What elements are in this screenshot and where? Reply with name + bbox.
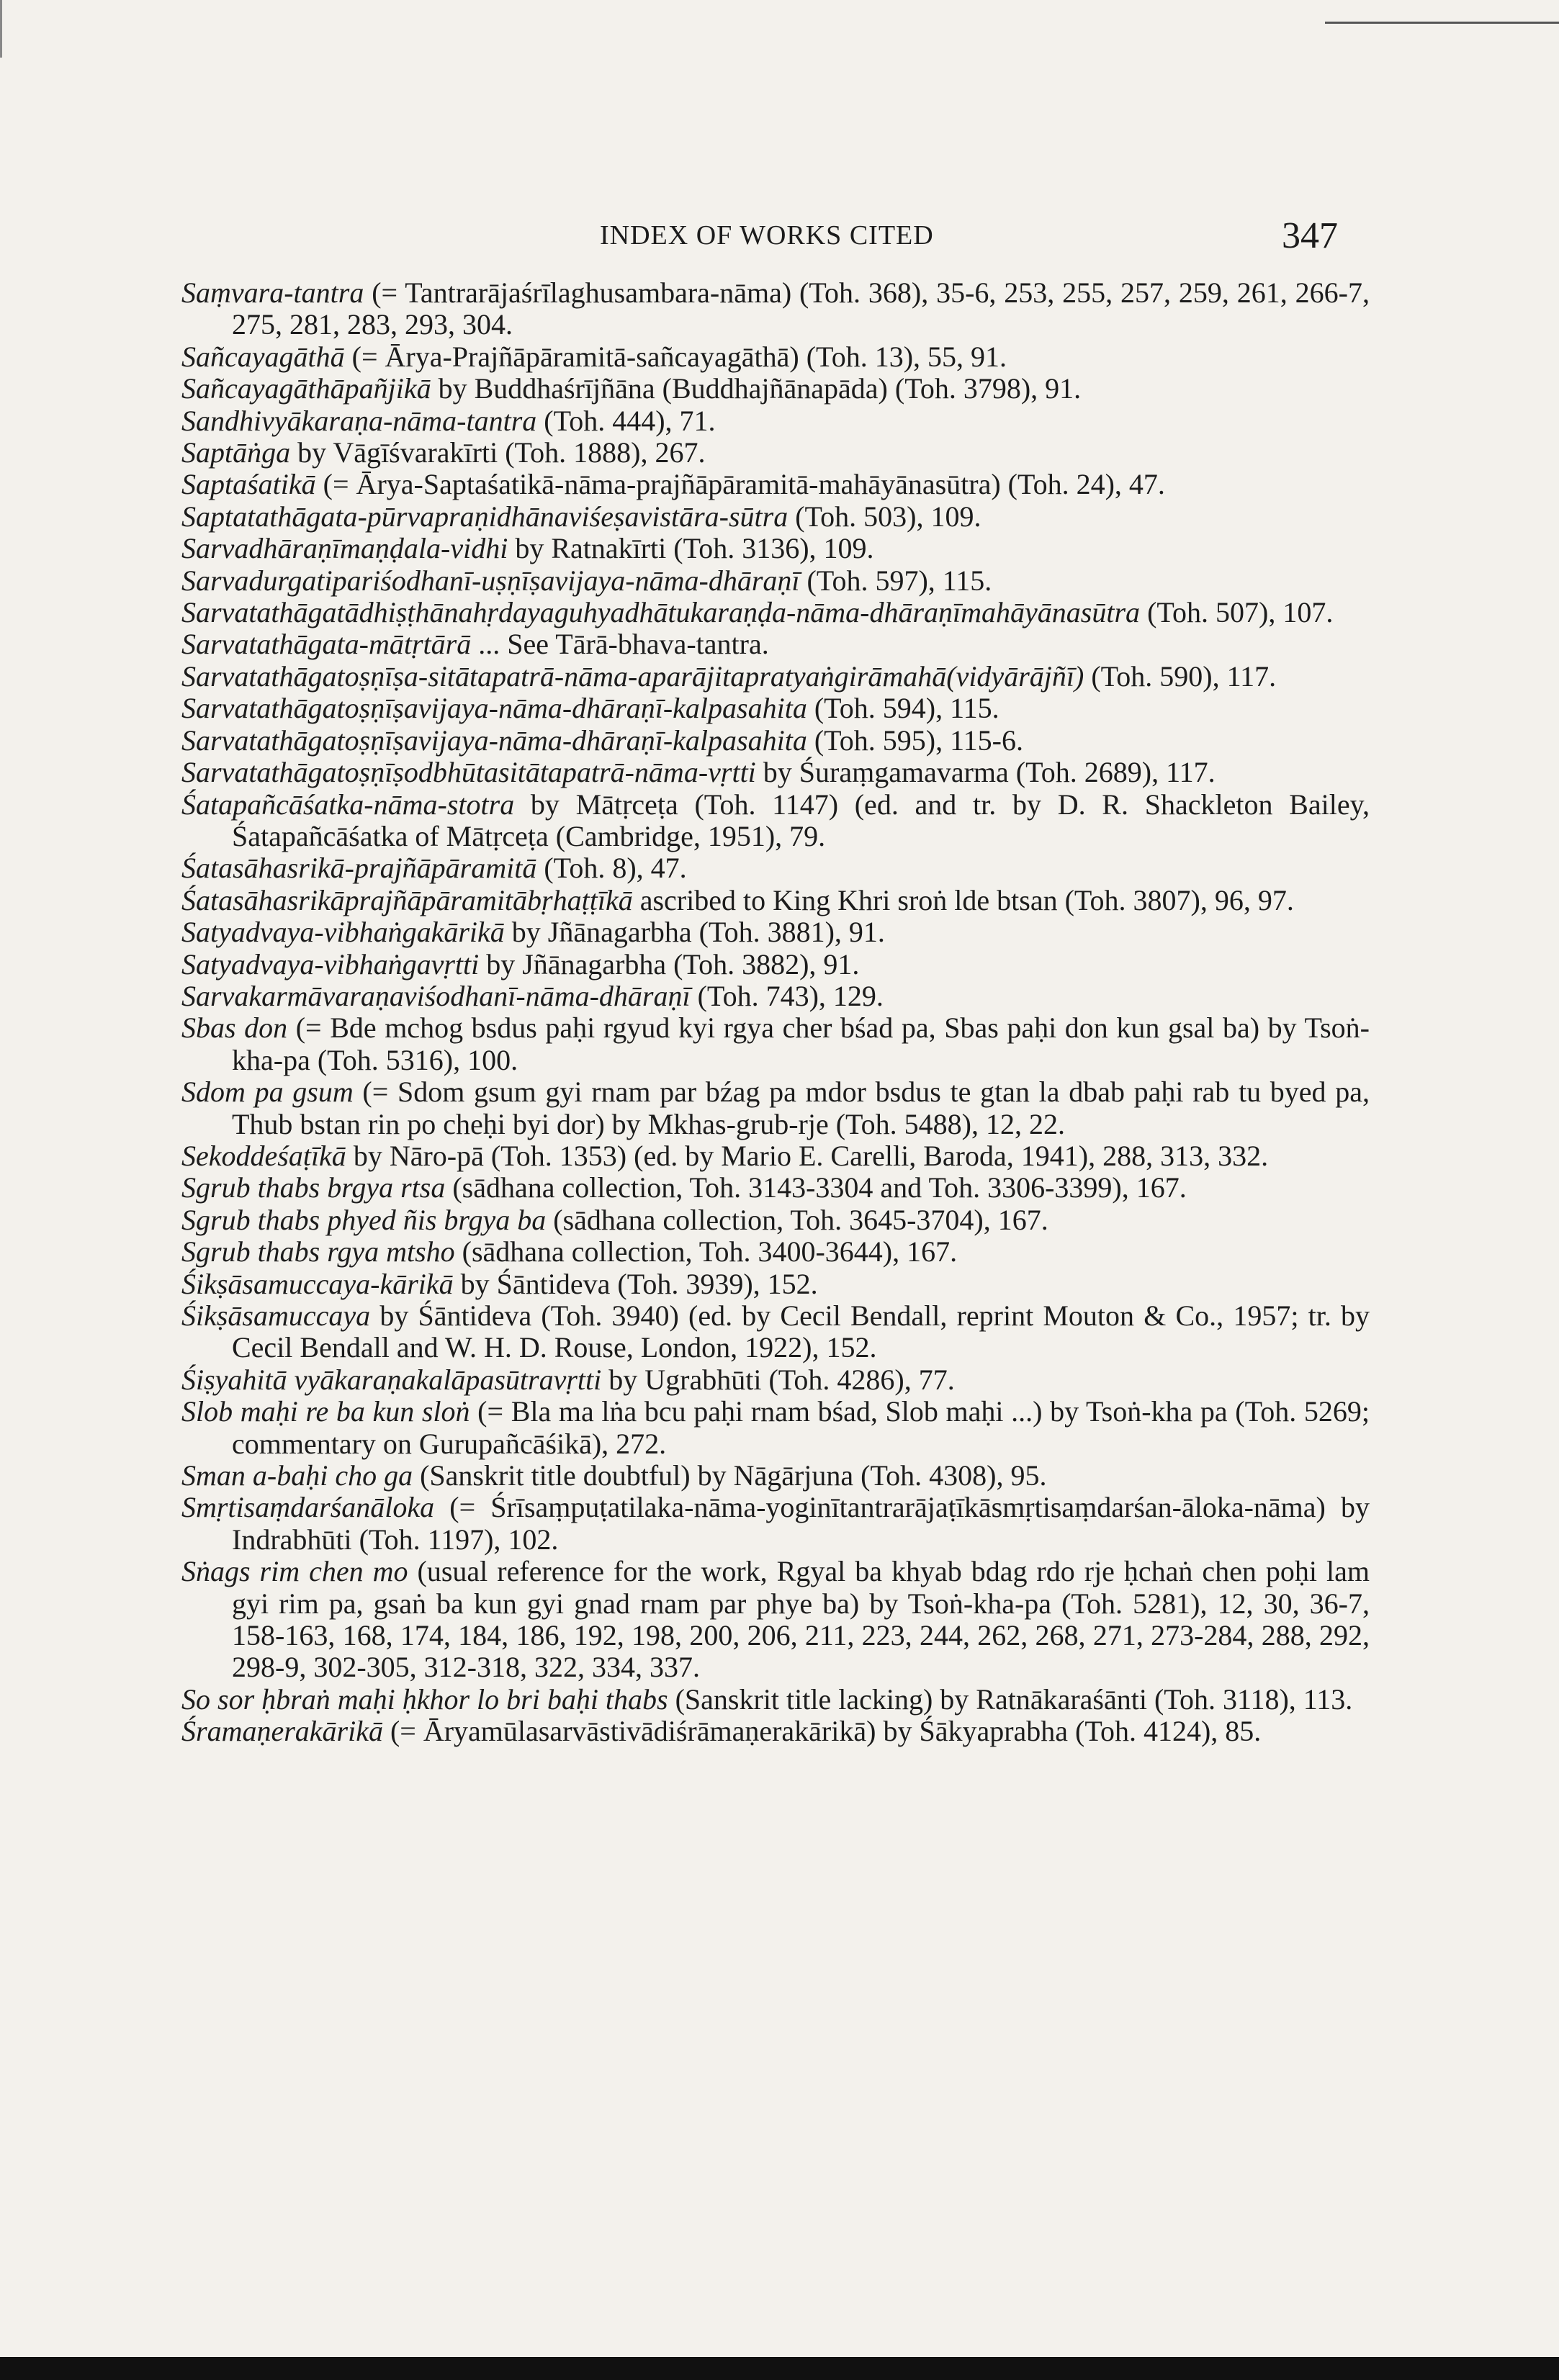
entry-title: So sor ḥbraṅ maḥi ḥkhor lo bri baḥi thabs [181, 1682, 668, 1716]
index-entry [181, 1300, 1370, 1364]
entry-text: by Śāntideva (Toh. 3939), 152. [453, 1267, 818, 1300]
index-entry [181, 1204, 1370, 1236]
entry-title: Śramaṇerakārikā [181, 1715, 383, 1748]
index-entry [181, 1716, 1370, 1747]
entry-text: by Ratnakīrti (Toh. 3136), 109. [508, 532, 874, 565]
entry-text: (Toh. 507), 107. [1140, 596, 1334, 629]
entry-text: (sādhana collection, Toh. 3400-3644), 167. [454, 1235, 958, 1268]
entry-title: Saṃvara-tantra [181, 276, 364, 309]
entry-title: Smṛtisaṃdarśanāloka [181, 1491, 435, 1524]
entry-text: (= Sdom gsum gyi rnam par bźag pa mdor bsdus te gtan la dbab paḥi rab tu byed pa, Thub bstan rin po cheḥi byi dor) by Mkhas-grub-rje (Toh. 5488), 12, 22. [232, 1076, 1370, 1140]
index-entry [181, 1140, 1370, 1172]
entry-text: (Toh. 590), 117. [1084, 659, 1277, 693]
entry-title: Sarvakarmāvaraṇaviśodhanī-nāma-dhāraṇī [181, 979, 691, 1012]
entry-text: by Jñānagarbha (Toh. 3881), 91. [504, 916, 885, 949]
entry-text: by Śuraṃgamavarma (Toh. 2689), 117. [755, 756, 1216, 789]
entry-text: by Jñānagarbha (Toh. 3882), 91. [479, 947, 860, 981]
index-entry [181, 757, 1370, 788]
running-head: INDEX OF WORKS CITED [600, 220, 934, 251]
index-entry [181, 661, 1370, 693]
entry-text: by Vāgīśvarakīrti (Toh. 1888), 267. [290, 436, 706, 469]
entry-text: (usual reference for the work, Rgyal ba khyab bdag rdo rje ḥchaṅ chen poḥi lam gyi rim pa, gsaṅ ba kun gyi gnad rnam par phye ba) by Tsoṅ-kha-pa (Toh. 5281), 12, 30, 36-7, 158-163, 168, 174, 184, 186, 192, 198, 200, 206, 211, 223, 244, 262, 268, 271, 273-284, 288, 292, 298-9, 302-305, 312-318, 322, 334, 337. [232, 1555, 1370, 1684]
entry-text: (Toh. 594), 115. [807, 692, 999, 725]
index-entries [181, 277, 1370, 1748]
index-entry [181, 1364, 1370, 1396]
index-entry [181, 1492, 1370, 1556]
index-entry [181, 1172, 1370, 1204]
entry-text: (Toh. 444), 71. [536, 404, 716, 437]
index-entry [181, 501, 1370, 533]
index-entry [181, 597, 1370, 628]
index-entry [181, 565, 1370, 597]
index-entry [181, 949, 1370, 981]
entry-text: by Mātṛceṭa (Toh. 1147) (ed. and tr. by D. R. Shackleton Bailey, Śatapañcāśatka of Mātṛceṭa (Cambridge, 1951), 79. [232, 788, 1370, 852]
entry-text: by Buddhaśrījñāna (Buddhajñānapāda) (Toh. 3798), 91. [431, 372, 1082, 405]
entry-text: ... See Tārā-bhava-tantra. [471, 628, 769, 661]
entry-title: Satyadvaya-vibhaṅgavṛtti [181, 947, 480, 981]
scan-edge-mark [0, 0, 2, 58]
entry-text: (Toh. 8), 47. [536, 852, 687, 885]
index-entry [181, 1076, 1370, 1140]
entry-title: Sarvatathāgatoṣṇīṣavijaya-nāma-dhāraṇī-kalpasahita [181, 724, 807, 757]
entry-title: Sarvatathāgatādhiṣṭhānahṛdayaguhyadhātukaraṇḍa-nāma-dhāraṇīmahāyānasūtra [181, 596, 1141, 629]
entry-title: Sgrub thabs rgya mtsho [181, 1235, 455, 1268]
index-entry [181, 916, 1370, 948]
entry-title: Sarvatathāgatoṣṇīṣodbhūtasitātapatrā-nāma-vṛtti [181, 756, 756, 789]
entry-title: Sgrub thabs phyed ñis brgya ba [181, 1203, 547, 1236]
index-entry [181, 1396, 1370, 1460]
entry-title: Sgrub thabs brgya rtsa [181, 1171, 446, 1204]
entry-title: Sarvatathāgatoṣṇīṣa-sitātapatrā-nāma-aparājitapratyaṅgirāmahā(vidyārājñī) [181, 659, 1084, 693]
entry-text: (= Ārya-Prajñāpāramitā-sañcayagāthā) (Toh. 13), 55, 91. [344, 340, 1007, 373]
entry-title: Śiṣyahitā vyākaraṇakalāpasūtravṛtti [181, 1363, 602, 1396]
entry-title: Sañcayagāthā [181, 340, 345, 373]
entry-title: Śatapañcāśatka-nāma-stotra [181, 788, 515, 821]
index-entry [181, 341, 1370, 373]
index-entry [181, 277, 1370, 341]
entry-text: by Śāntideva (Toh. 3940) (ed. by Cecil Bendall, reprint Mouton & Co., 1957; tr. by Cecil Bendall and W. H. D. Rouse, London, 1922), 152. [232, 1299, 1370, 1364]
entry-text: (sādhana collection, Toh. 3645-3704), 167. [546, 1203, 1048, 1236]
entry-title: Śikṣāsamuccaya [181, 1299, 371, 1332]
scan-bottom-edge [0, 2357, 1559, 2380]
index-entry [181, 1268, 1370, 1300]
index-entry [181, 437, 1370, 469]
entry-title: Sarvatathāgata-mātṛtārā [181, 628, 472, 661]
entry-title: Śatasāhasrikā-prajñāpāramitā [181, 852, 537, 885]
index-entry [181, 852, 1370, 884]
entry-title: Sarvadhāraṇīmaṇḍala-vidhi [181, 532, 508, 565]
entry-text: (Sanskrit title doubtful) by Nāgārjuna (Toh. 4308), 95. [413, 1459, 1047, 1492]
entry-title: Śikṣāsamuccaya-kārikā [181, 1267, 454, 1300]
entry-text: (= Śrīsaṃpuṭatilaka-nāma-yoginītantrarājaṭīkāsmṛtisaṃdarśan-āloka-nāma) by Indrabhūti (Toh. 1197), 102. [232, 1491, 1370, 1556]
entry-title: Sbas don [181, 1011, 288, 1045]
index-entry [181, 1460, 1370, 1492]
entry-text: by Nāro-pā (Toh. 1353) (ed. by Mario E. Carelli, Baroda, 1941), 288, 313, 332. [346, 1139, 1269, 1172]
entry-text: (Toh. 743), 129. [690, 979, 884, 1012]
entry-text: (= Bla ma lṅa bcu paḥi rnam bśad, Slob maḥi ...) by Tsoṅ-kha pa (Toh. 5269; commentary on Gurupañcāśikā), 272. [232, 1395, 1370, 1460]
entry-title: Slob maḥi re ba kun sloṅ [181, 1395, 470, 1428]
entry-title: Sañcayagāthāpañjikā [181, 372, 431, 405]
index-entry [181, 405, 1370, 437]
entry-text: (= Āryamūlasarvāstivādiśrāmaṇerakārikā) by Śākyaprabha (Toh. 4124), 85. [382, 1715, 1262, 1748]
page-number: 347 [1282, 215, 1338, 256]
entry-title: Saptatathāgata-pūrvapraṇidhānaviśeṣavistāra-sūtra [181, 500, 789, 533]
entry-title: Sekoddeśaṭīkā [181, 1139, 346, 1172]
entry-title: Sman a-baḥi cho ga [181, 1459, 413, 1492]
index-entry [181, 725, 1370, 757]
entry-title: Sṅags rim chen mo [181, 1555, 408, 1588]
index-entry [181, 789, 1370, 853]
index-entry [181, 981, 1370, 1012]
entry-text: (sādhana collection, Toh. 3143-3304 and Toh. 3306-3399), 167. [445, 1171, 1187, 1204]
entry-title: Saptaśatikā [181, 468, 316, 501]
index-entry [181, 1684, 1370, 1716]
entry-text: (= Bde mchog bsdus paḥi rgyud kyi rgya cher bśad pa, Sbas paḥi don kun gsal ba) by Tsoṅ-kha-pa (Toh. 5316), 100. [232, 1011, 1370, 1076]
index-entry [181, 693, 1370, 724]
entry-title: Sandhivyākaraṇa-nāma-tantra [181, 404, 537, 437]
index-entry [181, 373, 1370, 405]
index-entry [181, 1556, 1370, 1684]
entry-title: Sdom pa gsum [181, 1076, 354, 1109]
entry-text: (= Ārya-Saptaśatikā-nāma-prajñāpāramitā-mahāyānasūtra) (Toh. 24), 47. [315, 468, 1165, 501]
index-entry [181, 1236, 1370, 1268]
index-entry [181, 885, 1370, 916]
index-entry [181, 469, 1370, 500]
scan-top-rule [1325, 22, 1559, 24]
entry-text: (Sanskrit title lacking) by Ratnākaraśānti (Toh. 3118), 113. [668, 1682, 1353, 1716]
index-entry [181, 533, 1370, 564]
entry-text: (= Tantrarājaśrīlaghusambara-nāma) (Toh. 368), 35-6, 253, 255, 257, 259, 261, 266-7, 275, 281, 283, 293, 304. [232, 276, 1370, 341]
entry-title: Saptāṅga [181, 436, 291, 469]
index-entry [181, 628, 1370, 660]
entry-text: ascribed to King Khri sroṅ lde btsan (Toh. 3807), 96, 97. [632, 883, 1294, 916]
entry-title: Śatasāhasrikāprajñāpāramitābṛhaṭṭīkā [181, 883, 633, 916]
entry-text: (Toh. 595), 115-6. [807, 724, 1023, 757]
entry-title: Sarvatathāgatoṣṇīṣavijaya-nāma-dhāraṇī-kalpasahita [181, 692, 807, 725]
entry-text: by Ugrabhūti (Toh. 4286), 77. [601, 1363, 955, 1396]
entry-title: Satyadvaya-vibhaṅgakārikā [181, 916, 505, 949]
entry-title: Sarvadurgatipariśodhanī-uṣṇīṣavijaya-nāma-dhāraṇī [181, 564, 800, 597]
index-entry [181, 1012, 1370, 1076]
entry-text: (Toh. 503), 109. [788, 500, 981, 533]
entry-text: (Toh. 597), 115. [799, 564, 992, 597]
